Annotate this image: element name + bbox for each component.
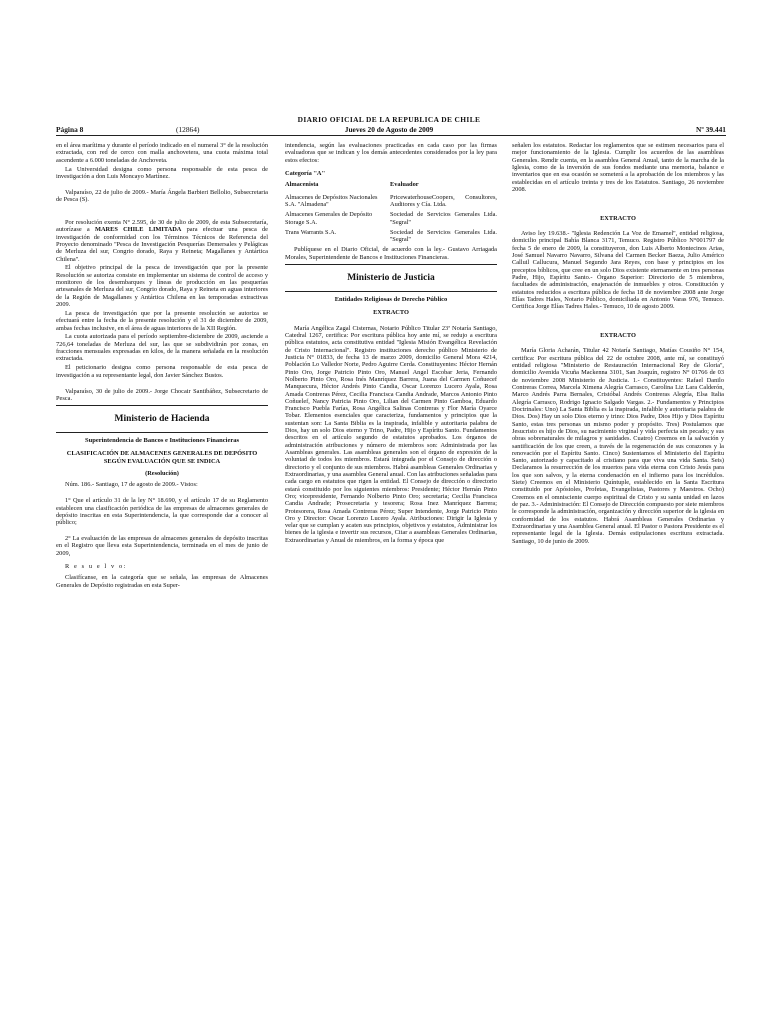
paragraph: Publíquese en el Diario Oficial, de acuerdo con la ley.- Gustavo Arriagada Morales, Superintendente de Bancos e Instituciones Financieras. xyxy=(285,246,497,261)
resolution-title: CLASIFICACIÓN DE ALMACENES GENERALES DE DEPÓSITO SEGÚN EVALUACIÓN QUE SE INDICA xyxy=(66,450,258,465)
paragraph: La Universidad designa como persona responsable de esta pesca de investigación a don Luis Moncayo Martínez. xyxy=(56,165,268,180)
gazette-title: DIARIO OFICIAL DE LA REPUBLICA DE CHILE xyxy=(297,115,481,124)
paragraph: La cuota autorizada para el período septiembre-diciembre de 2009, asciende a 726,64 toneladas de Merluza del sur, las que se subdividirán por zonas, en fracciones mensuales expresadas en kilos, de la manera señalada en la resolución extractada. xyxy=(56,333,268,363)
category-label: Categoría ''A'' xyxy=(285,169,325,177)
table-cell: Almacenes de Depósitos Nacionales S.A. ''Almadena'' xyxy=(285,193,378,208)
subsection-heading: Superintendencia de Bancos e Instituciones Financieras xyxy=(84,437,240,445)
paragraph: La pesca de investigación que por la presente resolución se autoriza se efectuará entre la fecha de la presente resolución y el 31 de diciembre de 2009, ambas fechas inclusive, en el área de aguas interiores de la XII Región. xyxy=(56,309,268,332)
resolution-label: (Resolución) xyxy=(145,470,179,478)
page-number: Página 8 xyxy=(56,125,84,134)
table-cell: Trans Warrants S.A. xyxy=(285,228,337,236)
classification-table xyxy=(285,180,497,246)
text-span: Por resolución exenta N° 2.595, de 30 de julio de 2009, de esta Subsecretaría, autorízase a xyxy=(56,218,268,234)
header-rule xyxy=(56,135,726,136)
column-right xyxy=(512,142,724,546)
divider xyxy=(56,432,268,433)
extracto-heading: EXTRACTO xyxy=(600,332,636,340)
paragraph: Núm. 186.- Santiago, 17 de agosto de 2009.- Vistos: xyxy=(65,481,198,489)
issue-number: Nº 39.441 xyxy=(696,125,726,134)
table-cell: Sociedad de Servicios Generales Ltda. ''Segral'' xyxy=(390,228,497,244)
paragraph: 2° La evaluación de las empresas de almacenes generales de depósito inscritas en el Registro que lleva esta Superintendencia, terminada en el mes de junio de 2009, xyxy=(56,535,268,557)
paragraph: Aviso ley 19.638.- ''Iglesia Redención La Voz de Emamel'', entidad religiosa, domicilio principal Bahía Blanca 3171, Temuco. Registro Público N°001797 de fecha 5 de enero de 2009, la constituyeron, don Luis Alberto Montecinos Arias, José Samuel Navarro Navarro, Silvana del Carmen Becker Baeza, Julio Américo Calluil Callucura, Manuel Segundo Jara Reyes, con base y principios en los preceptos bíblicos, que cree en un solo Dios existente eternamente en tres personas Padre, Hijo, Espíritu Santo.- Órgano Superior: Directorio de 5 miembros, facultades de administración, enajenación de inmuebles y otros. Constitución y estatutos reducidos a escritura pública de fecha 18 de noviembre 2008 ante Jorge Elías Tadres Hales, Notario Público, domiciliada en Antonio Varas 976, Temuco. Certifica Jorge Elías Tadres Hales.- Temuco, 10 de agosto 2009. xyxy=(512,230,724,311)
text-span: para efectuar una pesca de investigación de conformidad con los Términos Técnicos de Referencia del Proyecto denominado ''Pesca de Investigación Pesquerías Demersales y Pelágicas de Merluza del sur, Congrio dorado, Raya y Reineta; Magallanes y Antártica Chilena''. xyxy=(56,226,268,263)
section-heading: Ministerio de Justicia xyxy=(347,273,435,284)
paragraph: en el área marítima y durante el período indicado en el numeral 3° de la resolución extractada, con red de cerco con malla anchovetera, una cuota máxima total ascendente a 6.000 toneladas de Anchoveta. xyxy=(56,142,268,164)
page-code: (12864) xyxy=(176,125,200,134)
paragraph: 1° Que el artículo 31 de la ley N° 18.690, y el artículo 17 de su Reglamento establecen una clasificación periódica de las empresas de almacenes generales de depósito inscritas en esta Superintendencia, la que corresponde dar a conocer al público; xyxy=(56,497,268,527)
table-cell: Almacenes Generales de Depósito Storage S.A. xyxy=(285,211,373,226)
paragraph: Clasifícanse, en la categoría que se señala, las empresas de Almacenes Generales de Depósito registradas en esta Super- xyxy=(56,574,268,589)
company-name: MARES CHILE LIMITADA xyxy=(94,226,182,234)
signature-paragraph: Valparaíso, 22 de julio de 2009.- María Ángela Barbieri Bellolio, Subsecretaria de Pesca (S). xyxy=(56,188,268,204)
divider xyxy=(285,264,497,265)
paragraph xyxy=(56,219,268,263)
paragraph: El objetivo principal de la pesca de investigación que por la presente Resolución se autoriza consiste en implementar un sistema de control de acceso y monitoreo de los desembarques y líneas de producción en las pesquerías artesanales de Merluza del sur, Congrio dorado, Raya y Reineta en aguas interiores de la Región de Magallanes y Antártica Chilena en las temporadas extractivas 2009. xyxy=(56,264,268,308)
section-heading: Ministerio de Hacienda xyxy=(114,414,210,425)
subsection-heading: Entidades Religiosas de Derecho Público xyxy=(334,296,448,304)
table-cell: Sociedad de Servicios Generales Ltda. ''Segral'' xyxy=(390,211,497,226)
paragraph: María Gloria Acharán, Titular 42 Notaría Santiago, Matías Cousiño N° 154, certifica: Por escritura pública del 22 de octubre 2008, ante mí, se constituyó entidad religiosa ''Ministerio de Restauración Internacional Rey de Gloria'', domicilio Avenida Vicuña Mackenna 3101, San Joaquín, registro N° 01766 de 03 de noviembre 2008 Ministerio de Justicia. 1.- Constituyentes: Rafael Danilo Contreras Correa, Marcela Ximena Alegría Carrasco, Carolina Liz Lara Calderón, Marco Andrés Parra Bernales, Cristóbal Andrés Contreras Alegría, Elsa Italia Alegría Carrasco, Rodrigo Ignacio Salgado Vargas. 2.- Fundamentos y Principios Doctrinales: Uno) La Santa Biblia es la inspirada, infalible y autoritaria palabra de Dios. Dos) Hay un solo Dios eterno y trino: Dios Padre, Dios Hijo y Dios Espíritu Santo, estas tres personas un mismo poder y propósito. Tres) Postulamos que Jesucristo es hijo de Dios, su nacimiento virginal y vida perfecta sin pecado; y sus obras sobrenaturales de milagros y sanidades. Cuatro) Creemos en la salvación y santificación de los que creen, a través de la regeneración de sus corazones y la renovación por el Espíritu Santo. Cinco) Sustentamos el Ministerio del Espíritu Santo, autorizado y capacitado al cristiano para que viva una vida Santa. Seis) Declaramos la resurrección de los muertos para vida eterna con Cristo Jesús para los que son salvos, y la eterna condenación en el infierno para los incrédulos. Siete) Creemos en el Ministerio Quíntuple, establecido en la Santa Escritura constituido por Apóstoles, Profetas, Evangelistas, Pastores y Maestros. Ocho) Creemos en el omnisciente cuerpo espiritual de Cristo y su santa unidad en lazos de paz. 3.- Administración: El Consejo de Dirección compuesto por siete miembros le corresponde la administración, organización y dirección superior de la iglesia en conformidad de los estatutos. Habrá Asambleas Generales Ordinarias y Extraordinarias y una Asamblea General anual. El Pastor o Pastora Presidente es el representante legal de la Iglesia. Demás estipulaciones escritura extractada. Santiago, 10 de junio de 2009. xyxy=(512,347,724,545)
table-header: Almacenista xyxy=(285,181,319,189)
column-left xyxy=(56,142,268,591)
divider xyxy=(56,405,268,406)
extracto-heading: EXTRACTO xyxy=(600,214,636,222)
divider xyxy=(285,291,497,292)
resuelvo-label: R e s u e l v o: xyxy=(65,563,128,571)
signature-paragraph: Valparaíso, 30 de julio de 2009.- Jorge Chocair Santibáñez, Subsecretario de Pesca. xyxy=(56,387,268,402)
paragraph: señalen los estatutos. Redactar los reglamentos que se estimen necesarios para el mejor funcionamiento de la Iglesia. Cumplir los acuerdos de las asambleas Generales. Rendir cuenta, en la asamblea General Anual, tanto de la marcha de la Iglesia, como de la inversión de sus fondos mediante una memoria, balance e inventarios que en esa ocasión se someterá a la aprobación de los miembros y las establecidas en el artículo treinta y tres de los Estatutos. Santiago, 26 noviembre 2008. xyxy=(512,142,724,193)
column-middle xyxy=(285,142,497,546)
table-header: Evaluador xyxy=(390,181,419,189)
paragraph: El peticionario designa como persona responsable de esta pesca de investigación a su representante legal, don Javier Sánchez Bustos. xyxy=(56,364,268,379)
paragraph: intendencia, según las evaluaciones practicadas en cada caso por las firmas evaluadoras que se indican y los demás antecedentes considerados por la ley para estos efectos: xyxy=(285,142,497,164)
extracto-heading: EXTRACTO xyxy=(373,309,409,317)
paragraph: María Angélica Zagal Cisternas, Notario Público Titular 23ª Notaría Santiago, Catedral 1267, certifica: Por escritura pública hoy ante mí, se redujo a escritura pública estatutos, acta constitutiva entidad ''Iglesia Misión Evangélica Revelación de Cristo Internacional''. Registro instituciones derecho público Ministerio de Justicia N° 01833, de fecha 13 de marzo 2009, domicilio General Mora 4214, Población Lo Valledor Norte, Pedro Aguirre Cerda. Constituyentes: Héctor Hernán Pinto Oro, Jorge Patricio Pinto Oro, Manuel Angel Escobar Jeria, Fernando Nolberto Pinto Oro, Rosa Inés Manríquez Barrera, Juana del Carmen Coñuecef Manquecura, Héctor Andrés Pinto Candia, Oscar Lorenzo Lucero Ayala, Rosa Amada Contreras Pérez, Cecilia Francisca Candia Andrade, Marcos Antonio Pinto Coñuelef, Nancy Patricia Pinto Oro, Lilian del Carmen Pinto Gamboa, Eduardo Francisco Puebla Farías, Rosa Angélica Salinas Contreras y Flor María Oyarce Tobar. Elementos esenciales que caracteriza, fundamentos y principios que la sustentan son: La Santa Biblia es la inspirada, infalible y autoritaria palabra de Dios, hay un solo Dios eterno y Trino, Padre, Hijo y Espíritu Santo. Fundamentos descritos en el artículo segundo de estatutos aprobados. Los órganos de administración atribuciones y número de miembros son: Administrada por las Asambleas generales. Las asambleas generales son el órgano de expresión de la voluntad de todos los miembros. Estará integrada por el Consejo de dirección o directorio y el conjunto de sus miembros. Habrá asambleas Generales Ordinarias y Extraordinarias, y una asamblea General anual. Con las atribuciones señaladas para cada cargo en estatutos que rigen la entidad. El Consejo de dirección o directorio estará constituido por los siguientes miembros: Presidente; Héctor Hernán Pinto Oro; vicepresidente, Fernando Nolberto Pinto Oro; secretaria; Cecilia Francisca Candia Andrade; Prosecretaria y tesorera; Rosa Inez Manríquez Barrera; Protesorera, Rosa Amada Contreras Pérez; Super Intendente, Jorge Patricio Pinto Oro y Director: Oscar Lorenzo Lucero Ayala. Atribuciones: Dirigir la Iglesia y velar que se cumplan y acaten sus principios, objetivos y estatutos, Administrar los bienes de la iglesia e invertir sus recursos, Citar a asambleas Generales Ordinarias, Extraordinarias y Anual de miembros, en la forma y época que xyxy=(285,324,497,544)
table-cell: PricewaterhouseCoopers, Consultores, Auditores y Cía. Ltda. xyxy=(390,193,497,208)
gazette-date: Jueves 20 de Agosto de 2009 xyxy=(344,125,434,134)
